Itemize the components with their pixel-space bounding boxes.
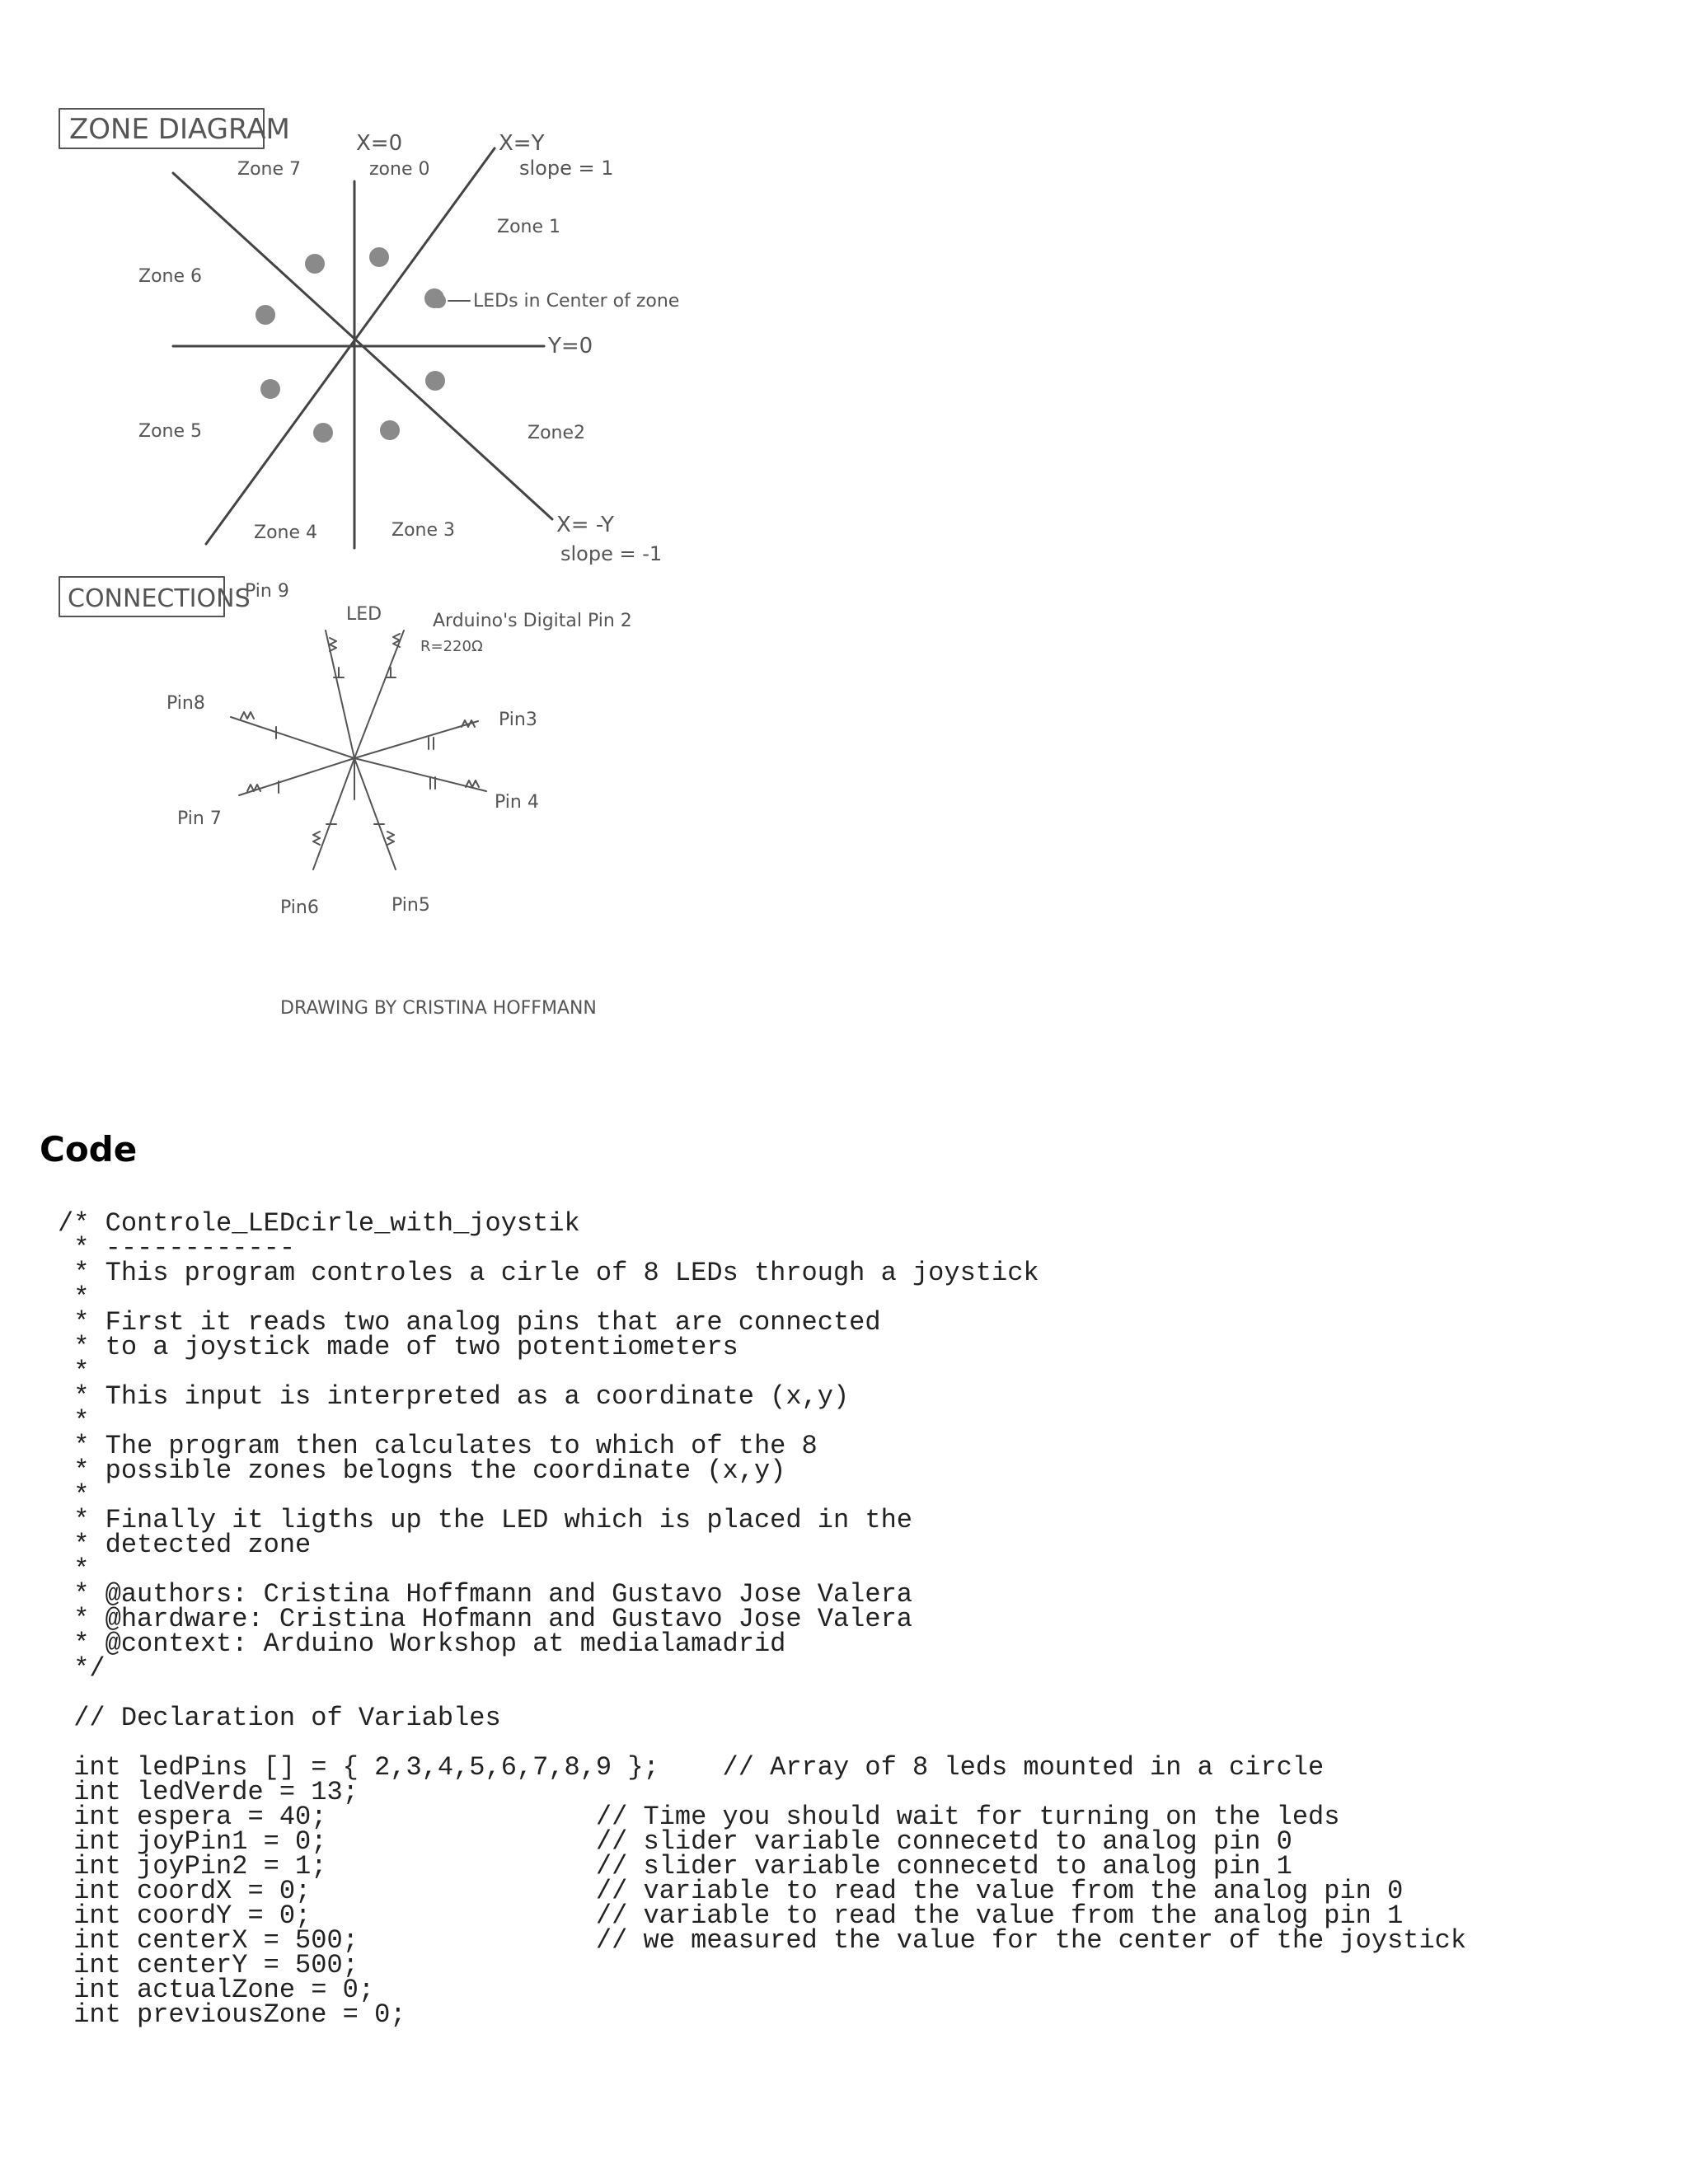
led-dot xyxy=(313,423,333,443)
led-dot xyxy=(380,420,400,440)
label-slope-neg: slope = -1 xyxy=(560,542,663,565)
label-led: LED xyxy=(346,604,382,625)
connection-spokes xyxy=(231,630,486,869)
led-dot xyxy=(260,379,280,399)
code-heading: Code xyxy=(40,1129,138,1169)
label-pin7: Pin 7 xyxy=(177,808,222,829)
label-zone-4: Zone 4 xyxy=(254,523,317,543)
connections-title: CONNECTIONS xyxy=(68,584,251,613)
label-zone-3: Zone 3 xyxy=(392,520,455,541)
label-zone-5: Zone 5 xyxy=(138,421,202,442)
label-pin6: Pin6 xyxy=(280,898,319,918)
hand-drawn-sketch xyxy=(49,99,709,1047)
label-pin3: Pin3 xyxy=(499,710,537,730)
sketch-svg xyxy=(49,99,709,1047)
zone-diagram-title: ZONE DIAGRAM xyxy=(69,113,290,146)
label-arduino-pin: Arduino's Digital Pin 2 xyxy=(433,611,632,631)
drawing-credit: DRAWING BY CRISTINA HOFFMANN xyxy=(280,998,597,1019)
label-zone-1: Zone 1 xyxy=(497,217,560,237)
label-zone-6: Zone 6 xyxy=(138,266,202,287)
label-resistor: R=220Ω xyxy=(420,638,483,655)
label-xy: X=Y xyxy=(499,131,545,156)
led-dot xyxy=(305,254,325,274)
label-zone-2: Zone2 xyxy=(528,423,586,443)
label-slope-pos: slope = 1 xyxy=(519,157,614,180)
label-zone-0: zone 0 xyxy=(369,159,430,180)
label-x0: X=0 xyxy=(356,131,403,156)
code-listing: /* Controle_LEDcirle_with_joystik * ------------ * This program controles a cirle of 8 LEDs through a joystick * * First it reads two analog pins that are connected * to a joystick made of two potentiometers * * This input is interpreted as a coordinate (x,y) * * The program then calculates to which of the 8 * possible zones belogns the coordinate (x,y) * * Finally it ligths up the LED which is placed in the * detected zone * * @authors: Cristina Hoffmann and Gustavo Jose Valera * @hardware: Cristina Hofmann and Gustavo Jose Valera * @context: Arduino Workshop at medialamadrid */ // Declaration of Variables int ledPins [] = { 2,3,4,5,6,7,8,9 }; // Array of 8 leds mounted in a circle int ledVerde = 13; int espera = 40; // Time you should wait for turning on the leds int joyPin1 = 0; // slider variable connecetd to analog pin 0 int joyPin2 = 1; // slider variable connecetd to analog pin 1 int coordX = 0; // variable to read the value from the analog pin 0 int coordY = 0; // variable to read the value from the analog pin 1 int centerX = 500; // we measured the value for the center of the joystick int centerY = 500; int actualZone = 0; int previousZone = 0; xyxy=(58,1208,1467,2030)
led-dot xyxy=(256,305,275,325)
label-zone-7: Zone 7 xyxy=(237,159,301,180)
led-note-dot xyxy=(431,293,446,308)
label-pin9: Pin 9 xyxy=(245,581,289,602)
led-dot xyxy=(369,247,389,267)
label-y0: Y=0 xyxy=(548,334,593,359)
label-pin5: Pin5 xyxy=(392,895,430,916)
label-pin4: Pin 4 xyxy=(495,792,539,813)
led-dot xyxy=(425,371,445,391)
label-led-note: LEDs in Center of zone xyxy=(473,291,680,312)
label-pin8: Pin8 xyxy=(166,693,205,714)
label-x-neg-y: X= -Y xyxy=(556,513,615,537)
